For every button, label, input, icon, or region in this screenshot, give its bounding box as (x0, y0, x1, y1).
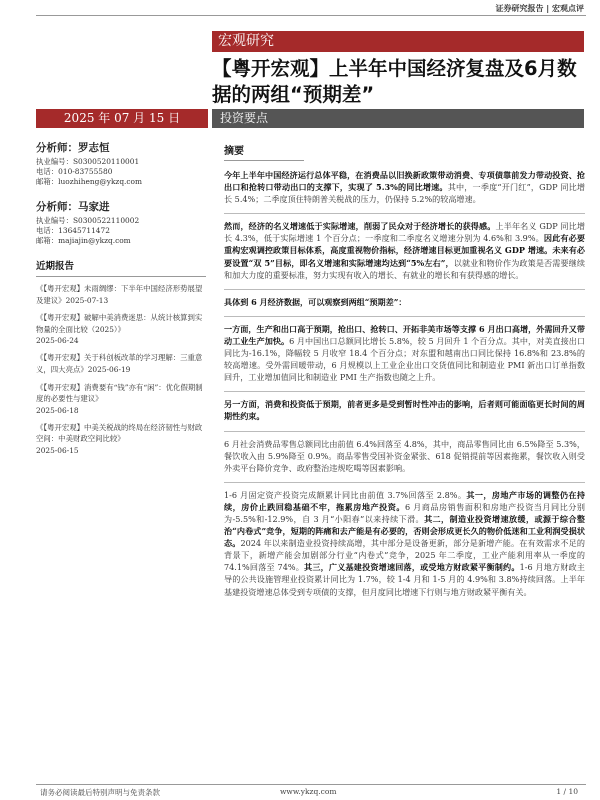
paragraph-emphasis: 其一，房地产市场的调整仍在持续，房价止跌回稳基础不牢，拖累房地产投资。 (224, 489, 585, 512)
header-divider (36, 15, 586, 16)
paragraph-text: 上半年名义 GDP 同比增长 4.3%，低于实际增速 1 个百分点；一季度和二季度名义增速分别为 4.6%和 3.9%。 (224, 221, 585, 244)
recent-reports-divider (36, 276, 206, 277)
paragraph-text: 其中，一季度“开门红”，GDP 同比增长 5.4%；二季度顶住特朗普关税战的压力，仍保持 5.2%的较高增速。 (224, 182, 585, 205)
abstract-paragraph (224, 489, 585, 598)
analyst-email[interactable]: 邮箱：majiajin@ykzq.com (36, 236, 131, 245)
sidebar (36, 140, 206, 462)
paragraph-text: 6 月中国出口总额同比增长 5.8%，较 5 月回升 1 个百分点。其中，对美直接出口同比为-16.1%，降幅较 5 月收窄 18.4 个百分点；对东盟和越南出口同比保持 16.8%和 23.8%的较高增速。受外需回暖带动，6 月规模以上工业企业出口交货值同比和制造业 PMI 新出口订单指数回升，工业增加值同比和制造业 PMI 生产指数也随之上升。 (224, 335, 585, 383)
recent-report-date: 2025-06-24 (36, 336, 79, 346)
analyst-name: 分析师：马家进 (36, 201, 110, 213)
abstract-paragraph (224, 398, 585, 422)
paragraph-emphasis: 一方面，生产和出口高于预期，抢出口、抢转口、开拓非美市场等支撑 6 月出口高增，外需回升又带动工业生产加快。 (224, 323, 585, 346)
footer-disclaimer: 请务必阅读最后特别声明与免责条款 (40, 788, 160, 797)
recent-report-link[interactable]: 《【粤开宏观】破解中美消费迷思：从统计核算到实物量的全面比较（2025）》 (36, 313, 203, 334)
paragraph-text: 以就业和物价作为政策是否需要继续和加大力度的重要标准，努力实现有收入的增长、有就业的增长和有获得感的增长。 (224, 257, 585, 280)
analyst-phone: 电话：13645711472 (36, 226, 110, 235)
paragraph-text: 1-6 月地方财政主导的公共设施管理业投资累计同比为 1.7%，较 1-4 月和 1-5 月的 4.9%和 3.8%持续回落。上半年基建投资增速总体受到专项债的支撑，但月度同比增速下行则与地方财政紧平衡有关。 (224, 562, 585, 597)
paragraph-divider (224, 391, 585, 392)
abstract-paragraph (224, 323, 585, 383)
paragraph-divider (224, 316, 585, 317)
paragraph-emphasis: 因此有必要重构宏观调控政策目标体系，高度重视物价指标，经济增速目标更加重视名义 GDP 增速。未来有必要设置“双 5”目标，即名义增速和实际增速均达到“5%左右”， (224, 233, 585, 268)
paragraph-divider (224, 482, 585, 483)
recent-reports-title: 近期报告 (36, 261, 75, 272)
analyst-card (36, 140, 206, 187)
report-date: 2025 年 07 月 15 日 (36, 109, 208, 128)
paragraph-divider (224, 431, 585, 432)
analyst-email[interactable]: 邮箱：luozhiheng@ykzq.com (36, 177, 143, 186)
recent-report-link[interactable]: 《【粤开宏观】关于科创板改革的学习理解：三重意义，四大亮点》2025-06-19 (36, 353, 203, 374)
paragraph-emphasis: 其二，制造业投资增速放缓，或源于综合整治“内卷式”竞争，短期的阵痛和去产能是有必要的，否则会形成更长久的物价低迷和工业利润受损状态。 (224, 513, 585, 549)
abstract-section (224, 142, 585, 598)
paragraph-text: 1-6 月固定资产投资完成额累计同比由前值 3.7%回落至 2.8%。 (224, 489, 467, 500)
paragraph-emphasis: 今年上半年中国经济运行总体平稳，在消费品以旧换新政策带动消费、专项债靠前发力带动投资、抢出口和抢转口带动出口的支撑下，实现了 5.3%的同比增速。 (224, 170, 585, 193)
analyst-phone: 电话：010-83755580 (36, 167, 113, 176)
paragraph-emphasis: 具体到 6 月经济数据，可以观察到两组“预期差”： (224, 296, 407, 307)
paragraph-divider (224, 213, 585, 214)
abstract-paragraph (224, 296, 585, 308)
paragraph-text: 2024 年以来制造业投资持续高增，其中部分是设备更新，部分是新增产能。在有效需求不足的背景下，新增产能会加剧部分行业“内卷式”竞争，2025 年二季度，工业产能利用率从一季度的 74.1%回落至 74%。 (224, 538, 585, 573)
recent-report-date: 2025-06-15 (36, 445, 79, 455)
analyst-card (36, 199, 206, 246)
analyst-cert: 执业编号：S0300522110002 (36, 216, 140, 225)
paragraph-divider (224, 289, 585, 290)
analyst-name: 分析师：罗志恒 (36, 142, 110, 154)
page-number: 1 / 10 (556, 787, 578, 796)
paragraph-emphasis: 其三，广义基建投资增速回落，或受地方财政紧平衡制约。 (304, 562, 520, 573)
abstract-paragraph: 6 月社会消费品零售总额同比由前值 6.4%回落至 4.8%，其中，商品零售同比由 6.5%降至 5.3%，餐饮收入由 5.9%降至 0.9%。商品零售受国补资金紧张、618 促销提前等因素拖累，餐饮收入则受外卖平台降价竞争、政府整治违规吃喝等因素影响。 (224, 438, 585, 473)
recent-report-link[interactable]: 《【粤开宏观】中美关税战的终局在经济韧性与财政空间：中美财政空间比较》 (36, 422, 203, 444)
footer-divider (36, 784, 586, 785)
paragraph-text: 6 月商品房销售面积和房地产投资当月同比分别为-5.5%和-12.9%，自 3 月“小阳春”以来持续下滑。 (224, 501, 585, 524)
recent-report-date: 2025-06-18 (36, 405, 79, 415)
paragraph-emphasis: 然而，经济的名义增速低于实际增速，削弱了民众对于经济增长的获得感。 (224, 221, 496, 232)
recent-report-link[interactable]: 《【粤开宏观】消费要有“钱”亦有“闲”：优化假期制度的必要性与建议》 (36, 382, 203, 404)
report-series-label: 宏观研究 (212, 31, 584, 52)
abstract-paragraph (224, 169, 585, 205)
recent-report-link[interactable]: 《【粤开宏观】未雨绸缪：下半年中国经济形势展望及建议》2025-07-13 (36, 284, 203, 305)
key-points-label: 投资要点 (212, 109, 584, 128)
report-title: 【粤开宏观】上半年中国经济复盘及6月数据的两组“预期差” (212, 57, 577, 106)
abstract-paragraph (224, 220, 585, 280)
abstract-title: 摘要 (224, 142, 304, 161)
footer-website-link[interactable]: www.ykzq.com (280, 787, 337, 796)
report-type-tag: 证券研究报告 | 宏观点评 (495, 4, 584, 13)
analyst-cert: 执业编号：S0300520110001 (36, 157, 140, 166)
paragraph-emphasis: 另一方面，消费和投资低于预期，前者更多是受到暂时性冲击的影响，后者则可能面临更长时间的周期性约束。 (224, 399, 585, 422)
